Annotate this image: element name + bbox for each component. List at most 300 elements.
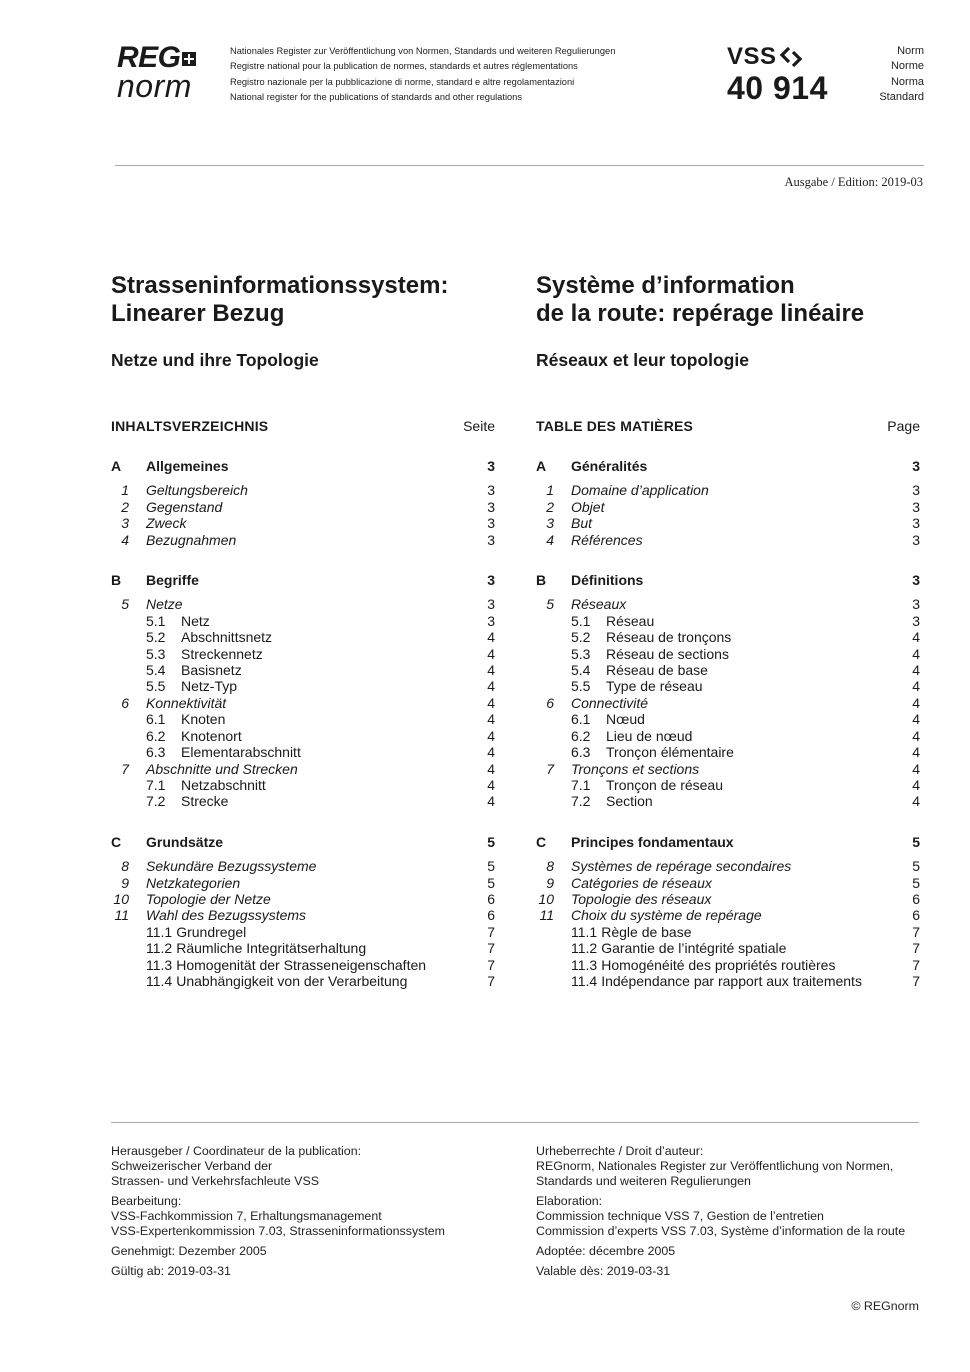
entry-number: 7.2 <box>571 793 591 810</box>
entry-page: 3 <box>912 531 920 548</box>
toc-subentry <box>536 924 920 940</box>
toc-subentry <box>111 924 495 940</box>
entry-indent <box>536 662 571 678</box>
toc-subentry <box>536 973 920 989</box>
entry-title: Objet <box>571 498 605 515</box>
entry-number: 5.3 <box>571 645 591 662</box>
entry-page: 7 <box>912 972 920 989</box>
entry-indent <box>111 728 146 744</box>
entry-number: 3 <box>121 515 129 532</box>
footer-line: VSS-Fachkommission 7, Erhaltungsmanagement <box>111 1208 382 1223</box>
entry-page: 3 <box>487 596 495 613</box>
entry-number: 5 <box>121 596 129 613</box>
toc-entry <box>111 695 495 711</box>
register-line: Nationales Register zur Veröffentlichung von Normen, Standards und weiteren Regulierungen <box>230 46 616 56</box>
footer-block <box>111 1194 495 1238</box>
entry-page: 4 <box>487 776 495 793</box>
footer-line: Valable dès: 2019-03-31 <box>536 1264 671 1279</box>
register-line: Registre national pour la publication de normes, standards et autres réglementations <box>230 61 578 72</box>
section-title: Définitions <box>571 572 644 589</box>
entry-number: 7 <box>121 760 129 777</box>
entry-number: 8 <box>121 858 129 875</box>
vss-label: VSS <box>727 43 777 70</box>
toc-subentry <box>536 678 920 694</box>
footer-line: Gültig ab: 2019-03-31 <box>111 1264 231 1279</box>
entry-page: 3 <box>912 482 920 499</box>
toc-subentry <box>536 793 920 809</box>
section-page: 5 <box>912 833 920 850</box>
toc-subentry <box>111 646 495 662</box>
entry-number: 11 <box>114 907 129 924</box>
footer-line: Genehmigt: Dezember 2005 <box>111 1243 267 1258</box>
entry-page: 4 <box>487 744 495 761</box>
toc-entry <box>536 482 920 498</box>
entry-number: 11.1 <box>571 923 598 940</box>
toc-entry <box>536 907 920 923</box>
footer-divider <box>111 1122 919 1123</box>
entry-title: Knoten <box>181 711 226 728</box>
register-line: National register for the publications of standards and other regulations <box>230 91 522 102</box>
entry-title: Geltungsbereich <box>146 482 248 499</box>
copyright: © REGnorm <box>851 1299 919 1313</box>
toc-entry <box>536 858 920 874</box>
entry-indent <box>536 613 571 629</box>
entry-number: 5.3 <box>146 645 166 662</box>
entry-title: Netz-Typ <box>181 678 238 695</box>
entry-number: 6.2 <box>146 727 166 744</box>
entry-page: 6 <box>487 890 495 907</box>
entry-indent <box>111 777 146 793</box>
entry-title: Réseau de base <box>606 662 708 679</box>
entry-number: 6.2 <box>571 727 591 744</box>
entry-indent <box>111 924 146 940</box>
toc-subentry <box>536 744 920 760</box>
norm-type-labels <box>879 44 924 105</box>
toc-section-heading <box>536 458 920 474</box>
entry-title: Netzkategorien <box>146 874 241 891</box>
norm-label: Norme <box>890 60 924 73</box>
vss-chevrons-icon <box>780 46 804 68</box>
entry-number: 2 <box>546 498 554 515</box>
entry-number: 5.2 <box>571 629 591 646</box>
entry-title: Elementarabschnitt <box>181 744 301 761</box>
vss-block <box>727 44 828 104</box>
toc-entry <box>111 499 495 515</box>
entry-title: Netzabschnitt <box>181 776 266 793</box>
entry-indent <box>111 957 146 973</box>
toc-entry <box>111 596 495 612</box>
subtitle-fr: Réseaux et leur topologie <box>536 350 749 370</box>
entry-page: 4 <box>487 694 495 711</box>
entry-number: 10 <box>113 890 129 907</box>
entry-page: 4 <box>487 678 495 695</box>
entry-page: 7 <box>487 940 495 957</box>
entry-title: Basisnetz <box>181 662 242 679</box>
footer-line: Schweizerischer Verband der <box>111 1158 273 1173</box>
toc-page-label: Seite <box>463 418 495 434</box>
logo-reg-text: REG <box>117 41 181 74</box>
section-title: Généralités <box>571 458 648 474</box>
footer-line: Bearbeitung: <box>111 1193 182 1208</box>
toc-subentry <box>536 629 920 645</box>
entry-page: 4 <box>487 645 495 662</box>
entry-number: 6.3 <box>146 744 166 761</box>
toc-section-heading <box>111 834 495 850</box>
entry-page: 3 <box>487 515 495 532</box>
title-fr: Système d’information de la route: repérage linéaire <box>536 272 865 327</box>
toc-subentry <box>111 662 495 678</box>
swiss-cross-icon <box>182 52 196 66</box>
entry-number: 4 <box>121 531 129 548</box>
entry-number: 6.1 <box>146 711 166 728</box>
entry-indent <box>536 777 571 793</box>
entry-indent <box>536 940 571 956</box>
toc-subentry <box>111 613 495 629</box>
toc-entry <box>111 515 495 531</box>
footer-block <box>111 1144 495 1188</box>
footer-line: Commission d’experts VSS 7.03, Système d’information de la route <box>536 1223 906 1238</box>
entry-page: 4 <box>912 629 920 646</box>
entry-title: Streckennetz <box>181 645 263 662</box>
entry-number: 5.1 <box>146 612 166 629</box>
entry-title: Tronçons et sections <box>571 760 700 777</box>
toc-entry <box>536 532 920 548</box>
section-gap <box>111 548 495 572</box>
entry-number: 11.2 <box>146 940 173 957</box>
footer-line: Strassen- und Verkehrsfachleute VSS <box>111 1173 320 1188</box>
entry-indent <box>111 711 146 727</box>
toc-subentry <box>111 793 495 809</box>
section-page: 3 <box>912 572 920 589</box>
entry-indent <box>536 744 571 760</box>
entry-number: 5.4 <box>146 662 166 679</box>
entry-page: 3 <box>487 498 495 515</box>
norm-label: Standard <box>879 90 924 103</box>
entry-indent <box>536 973 571 989</box>
toc-section-heading <box>536 834 920 850</box>
entry-title: Zweck <box>146 515 187 532</box>
toc-subentry <box>111 728 495 744</box>
entry-page: 5 <box>487 858 495 875</box>
entry-page: 4 <box>912 678 920 695</box>
entry-number: 11.4 <box>571 972 598 989</box>
toc-subentry <box>536 613 920 629</box>
entry-page: 4 <box>912 645 920 662</box>
toc-entry <box>111 891 495 907</box>
entry-indent <box>111 678 146 694</box>
toc-subentry <box>536 777 920 793</box>
entry-title: Connectivité <box>571 694 649 711</box>
entry-page: 6 <box>487 907 495 924</box>
entry-page: 7 <box>487 972 495 989</box>
entry-number: 5.2 <box>146 629 166 646</box>
section-title: Begriffe <box>146 572 199 589</box>
entry-page: 4 <box>912 793 920 810</box>
toc-subentry <box>111 973 495 989</box>
entry-page: 3 <box>487 612 495 629</box>
section-letter: C <box>111 833 122 850</box>
toc-page-label: Page <box>887 418 920 434</box>
entry-indent <box>111 629 146 645</box>
footer-block <box>536 1194 936 1238</box>
entry-title: Grundregel <box>176 923 247 940</box>
norm-label: Norma <box>890 75 924 88</box>
section-page: 3 <box>487 458 495 474</box>
footer-de <box>111 1144 495 1285</box>
toc-entry <box>111 761 495 777</box>
entry-number: 11.3 <box>571 956 598 973</box>
entry-page: 5 <box>912 874 920 891</box>
entry-title: Netz <box>181 612 210 629</box>
footer-line: Elaboration: <box>536 1193 603 1208</box>
footer-line: Standards und weiteren Regulierungen <box>536 1173 751 1188</box>
entry-title: Bezugnahmen <box>146 531 237 548</box>
entry-title: Unabhängigkeit von der Verarbeitung <box>176 972 408 989</box>
entry-title: Réseau <box>606 612 655 629</box>
toc-heading-label: INHALTSVERZEICHNIS <box>111 418 269 434</box>
entry-page: 4 <box>487 793 495 810</box>
toc-entry <box>111 482 495 498</box>
toc-entry <box>111 858 495 874</box>
title-de: Strasseninformationssystem: Linearer Bezug <box>111 272 449 327</box>
toc-heading-label: TABLE DES MATIÈRES <box>536 418 694 434</box>
entry-page: 4 <box>912 662 920 679</box>
entry-title: Domaine d’application <box>571 482 709 499</box>
entry-title: Räumliche Integritätserhaltung <box>176 940 367 957</box>
entry-title: Gegenstand <box>146 498 223 515</box>
entry-number: 6.3 <box>571 744 591 761</box>
section-gap <box>536 810 920 834</box>
entry-page: 7 <box>912 940 920 957</box>
section-title: Principes fondamentaux <box>571 833 734 850</box>
toc-entry <box>536 596 920 612</box>
toc-entry <box>536 695 920 711</box>
entry-page: 6 <box>912 907 920 924</box>
footer-line: Urheberrechte / Droit d’auteur: <box>536 1144 704 1158</box>
toc-subentry <box>111 711 495 727</box>
entry-number: 11 <box>539 907 554 924</box>
section-page: 3 <box>487 572 495 589</box>
entry-title: Réseaux <box>571 596 627 613</box>
entry-number: 11.4 <box>146 972 173 989</box>
entry-page: 5 <box>912 858 920 875</box>
entry-page: 4 <box>912 744 920 761</box>
entry-indent <box>536 678 571 694</box>
entry-page: 4 <box>487 760 495 777</box>
edition-date: Ausgabe / Edition: 2019-03 <box>784 175 923 189</box>
entry-page: 7 <box>487 923 495 940</box>
entry-number: 11.3 <box>146 956 173 973</box>
toc-fr <box>536 458 920 989</box>
entry-number: 6 <box>121 694 129 711</box>
section-title: Allgemeines <box>146 458 229 474</box>
section-letter: A <box>111 458 122 474</box>
entry-page: 4 <box>912 776 920 793</box>
entry-page: 4 <box>487 662 495 679</box>
footer-block <box>536 1244 936 1259</box>
entry-number: 5.5 <box>571 678 591 695</box>
section-page: 5 <box>487 833 495 850</box>
entry-title: Lieu de nœud <box>606 727 693 744</box>
section-gap <box>536 548 920 572</box>
footer-line: Commission technique VSS 7, Gestion de l’entretien <box>536 1208 824 1223</box>
logo-norm-text: norm <box>117 68 192 104</box>
footer-block <box>536 1144 936 1188</box>
entry-page: 4 <box>912 694 920 711</box>
entry-page: 7 <box>487 956 495 973</box>
section-title: Grundsätze <box>146 833 224 850</box>
toc-entry <box>536 515 920 531</box>
toc-subentry <box>111 957 495 973</box>
register-line: Registro nazionale per la pubblicazione di norme, standard e altre regolamentazioni <box>230 76 575 87</box>
header-divider <box>115 165 924 166</box>
entry-number: 3 <box>546 515 554 532</box>
entry-title: Type de réseau <box>606 678 703 695</box>
entry-number: 2 <box>121 498 129 515</box>
entry-indent <box>111 940 146 956</box>
section-letter: A <box>536 458 547 474</box>
entry-title: Indépendance par rapport aux traitements <box>601 972 862 989</box>
entry-indent <box>536 646 571 662</box>
footer-fr <box>536 1144 936 1285</box>
entry-title: Abschnittsnetz <box>181 629 273 646</box>
entry-title: Netze <box>146 596 183 613</box>
toc-subentry <box>536 662 920 678</box>
entry-number: 8 <box>546 858 554 875</box>
toc-entry <box>536 875 920 891</box>
footer-block <box>536 1264 936 1279</box>
toc-entry <box>111 532 495 548</box>
entry-indent <box>536 957 571 973</box>
toc-entry <box>536 499 920 515</box>
entry-title: Homogénéité des propriétés routières <box>601 956 836 973</box>
toc-section-heading <box>536 572 920 588</box>
entry-number: 1 <box>546 482 554 499</box>
entry-title: Strecke <box>181 793 229 810</box>
entry-indent <box>536 793 571 809</box>
entry-page: 7 <box>912 956 920 973</box>
entry-title: Catégories de réseaux <box>571 874 712 891</box>
norm-number: 40 914 <box>727 70 828 106</box>
section-letter: B <box>111 572 122 589</box>
entry-title: But <box>571 515 593 532</box>
entry-indent <box>111 613 146 629</box>
entry-page: 3 <box>912 498 920 515</box>
entry-number: 6.1 <box>571 711 591 728</box>
entry-page: 3 <box>912 612 920 629</box>
entry-page: 6 <box>912 890 920 907</box>
entry-title: Sekundäre Bezugssysteme <box>146 858 317 875</box>
entry-number: 7.1 <box>571 776 591 793</box>
entry-page: 5 <box>487 874 495 891</box>
footer-block <box>111 1244 495 1259</box>
entry-indent <box>536 924 571 940</box>
toc-heading-de <box>111 418 495 434</box>
entry-page: 3 <box>912 515 920 532</box>
footer-line: REGnorm, Nationales Register zur Veröffentlichung von Normen, <box>536 1158 894 1173</box>
entry-number: 5.5 <box>146 678 166 695</box>
entry-page: 4 <box>487 727 495 744</box>
entry-page: 4 <box>912 711 920 728</box>
entry-title: Homogenität der Strasseneigenschaften <box>176 956 427 973</box>
toc-subentry <box>536 711 920 727</box>
toc-de <box>111 458 495 989</box>
entry-number: 5.4 <box>571 662 591 679</box>
entry-title: Wahl des Bezugssystems <box>146 907 307 924</box>
section-letter: B <box>536 572 547 589</box>
entry-page: 4 <box>912 760 920 777</box>
section-letter: C <box>536 833 547 850</box>
section-gap <box>111 810 495 834</box>
entry-title: Abschnitte und Strecken <box>146 760 298 777</box>
entry-number: 1 <box>121 482 129 499</box>
entry-number: 10 <box>538 890 554 907</box>
entry-indent <box>111 793 146 809</box>
entry-number: 9 <box>121 874 129 891</box>
toc-subentry <box>111 629 495 645</box>
toc-subentry <box>536 957 920 973</box>
entry-page: 3 <box>912 596 920 613</box>
toc-subentry <box>111 678 495 694</box>
entry-title: Tronçon élémentaire <box>606 744 734 761</box>
entry-number: 4 <box>546 531 554 548</box>
toc-subentry <box>111 940 495 956</box>
entry-title: Konnektivität <box>146 694 227 711</box>
section-page: 3 <box>912 458 920 474</box>
entry-number: 11.2 <box>571 940 598 957</box>
entry-number: 7 <box>546 760 554 777</box>
subtitle-de: Netze und ihre Topologie <box>111 350 319 370</box>
footer-line: Adoptée: décembre 2005 <box>536 1243 676 1258</box>
toc-subentry <box>536 646 920 662</box>
entry-title: Nœud <box>606 711 645 728</box>
entry-number: 5 <box>546 596 554 613</box>
toc-heading-fr <box>536 418 920 434</box>
toc-entry <box>536 761 920 777</box>
toc-subentry <box>111 777 495 793</box>
entry-number: 5.1 <box>571 612 591 629</box>
entry-page: 7 <box>912 923 920 940</box>
toc-subentry <box>536 728 920 744</box>
entry-indent <box>111 973 146 989</box>
toc-section-heading <box>111 458 495 474</box>
entry-page: 3 <box>487 482 495 499</box>
footer-line: VSS-Expertenkommission 7.03, Strasseninformationssystem <box>111 1223 445 1238</box>
entry-title: Réseau de sections <box>606 645 729 662</box>
footer-block <box>111 1264 495 1279</box>
entry-indent <box>111 744 146 760</box>
entry-title: Règle de base <box>601 923 692 940</box>
norm-label: Norm <box>897 45 924 57</box>
entry-indent <box>536 629 571 645</box>
entry-title: Choix du système de repérage <box>571 907 762 924</box>
entry-title: Garantie de l’intégrité spatiale <box>601 940 787 957</box>
entry-number: 11.1 <box>146 923 173 940</box>
entry-indent <box>536 711 571 727</box>
entry-number: 6 <box>546 694 554 711</box>
entry-title: Topologie des réseaux <box>571 890 712 907</box>
footer-line: Herausgeber / Coordinateur de la publication: <box>111 1144 362 1158</box>
entry-title: Références <box>571 531 643 548</box>
register-description <box>230 44 615 105</box>
toc-subentry <box>111 744 495 760</box>
entry-page: 4 <box>487 629 495 646</box>
entry-indent <box>536 728 571 744</box>
entry-title: Knotenort <box>181 727 242 744</box>
entry-number: 7.1 <box>146 776 166 793</box>
entry-title: Tronçon de réseau <box>606 776 723 793</box>
toc-entry <box>536 891 920 907</box>
